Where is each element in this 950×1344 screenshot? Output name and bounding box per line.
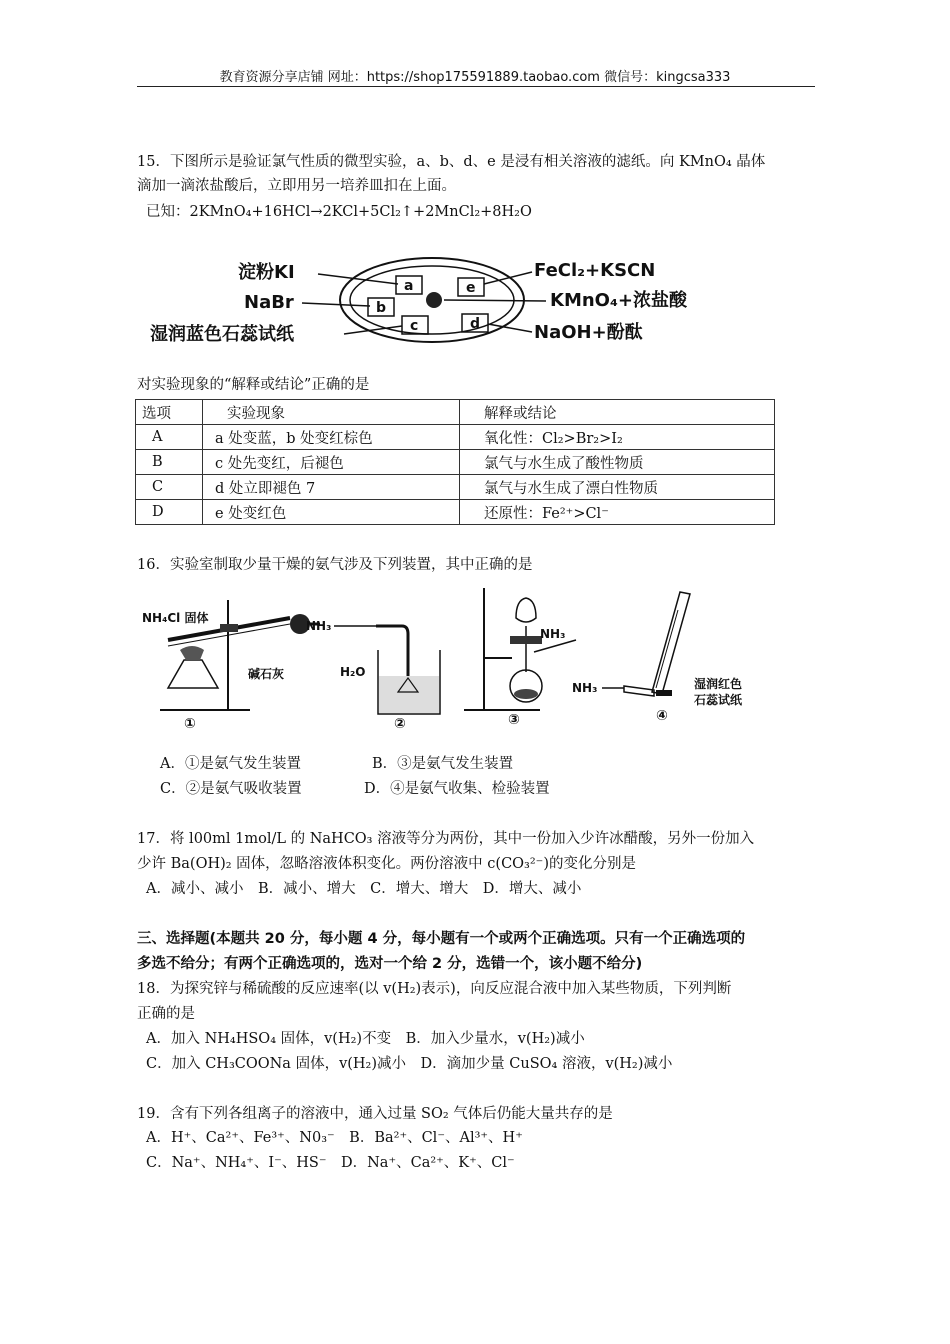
table-cell: 氯气与水生成了酸性物质 <box>460 450 775 475</box>
svg-text:b: b <box>376 300 387 316</box>
q16-option-b: B．③是氨气发生装置 <box>372 756 514 772</box>
label-naoh-phenolphthalein: NaOH+酚酞 <box>534 322 643 343</box>
q15-stem-line2: 滴加一滴浓盐酸后，立即用另一培养皿扣在上面。 <box>137 178 456 194</box>
spot-d <box>462 314 488 332</box>
page-header: 教育资源分享店铺 网址：https://shop175591889.taobao.com 微信号：kingcsa333 <box>219 70 731 85</box>
spot-e <box>458 278 484 296</box>
label-fecl2-kscn: FeCl₂+KSCN <box>534 260 656 281</box>
petri-dish-diagram <box>140 250 700 370</box>
apparatus-1 <box>142 600 320 730</box>
q15-equation: 已知：2KMnO₄+16HCl→2KCl+5Cl₂↑+2MnCl₂+8H₂O <box>146 204 532 220</box>
apparatus-4 <box>572 592 743 724</box>
label-nh3-in-4: NH₃ <box>572 681 598 695</box>
label-nabr: NaBr <box>244 292 294 313</box>
q18-stem-line2: 正确的是 <box>137 1006 195 1022</box>
q17-stem-line1: 17．将 l00ml 1mol/L 的 NaHCO₃ 溶液等分为两份，其中一份加入少许冰醋酸，另外一份加入 <box>137 831 755 847</box>
svg-text:d: d <box>470 316 481 332</box>
table-cell: c 处先变红，后褪色 <box>203 450 460 475</box>
label-water: H₂O <box>340 665 366 679</box>
q16-option-a: A．①是氨气发生装置 <box>160 756 301 772</box>
table-header-cell: 解释或结论 <box>460 400 775 425</box>
table-cell: B <box>136 450 203 475</box>
header-divider <box>137 86 815 87</box>
q19-options-cd: C．Na⁺、NH₄⁺、I⁻、HS⁻ D．Na⁺、Ca²⁺、K⁺、Cl⁻ <box>146 1155 515 1171</box>
spot-c <box>402 316 428 334</box>
apparatus-number-3: ③ <box>508 712 520 728</box>
table-cell: 氯气与水生成了漂白性物质 <box>460 475 775 500</box>
table-cell: 还原性：Fe²⁺>Cl⁻ <box>460 500 775 525</box>
q19-options-ab: A．H⁺、Ca²⁺、Fe³⁺、N0₃⁻ B．Ba²⁺、Cl⁻、Al³⁺、H⁺ <box>146 1130 523 1146</box>
q15-prompt: 对实验现象的“解释或结论”正确的是 <box>137 377 370 393</box>
spot-b <box>368 298 394 316</box>
q16-stem: 16．实验室制取少量干燥的氨气涉及下列装置，其中正确的是 <box>137 557 533 573</box>
q16-option-c: C．②是氨气吸收装置 <box>160 781 302 797</box>
table-row <box>136 425 775 450</box>
table-cell: d 处立即褪色 7 <box>203 475 460 500</box>
table-cell: A <box>136 425 203 450</box>
table-header-cell: 选项 <box>136 400 203 425</box>
q17-options: A．减小、减小 B．减小、增大 C．增大、增大 D．增大、减小 <box>146 881 582 897</box>
table-cell: 氧化性：Cl₂>Br₂>I₂ <box>460 425 775 450</box>
q18-options-ab: A．加入 NH₄HSO₄ 固体，v(H₂)不变 B．加入少量水，v(H₂)减小 <box>146 1031 585 1047</box>
label-soda-lime: 碱石灰 <box>248 667 285 681</box>
apparatus-3 <box>464 588 576 728</box>
section-3-heading-line2: 多选不给分；有两个正确选项的，选对一个给 2 分，选错一个，该小题不给分) <box>137 956 643 972</box>
table-row <box>136 475 775 500</box>
apparatus-number-1: ① <box>184 716 196 730</box>
q18-options-cd: C．加入 CH₃COONa 固体，v(H₂)减小 D．滴加少量 CuSO₄ 溶液，v(H₂)减小 <box>146 1056 673 1072</box>
table-cell: a 处变蓝，b 处变红棕色 <box>203 425 460 450</box>
svg-text:c: c <box>410 318 419 334</box>
label-nh3-out-3: NH₃ <box>540 627 566 641</box>
apparatus-number-2: ② <box>394 716 406 730</box>
kmno4-crystal <box>426 292 442 308</box>
label-nh4cl: NH₄Cl 固体 <box>142 611 209 625</box>
q15-stem-line1: 15．下图所示是验证氯气性质的微型实验，a、b、d、e 是浸有相关溶液的滤纸。向 KMnO₄ 晶体 <box>137 154 766 170</box>
q18-stem-line1: 18．为探究锌与稀硫酸的反应速率(以 v(H₂)表示)，向反应混合液中加入某些物质，下列判断 <box>137 981 732 997</box>
label-kmno4-hcl: KMnO₄+浓盐酸 <box>550 290 687 311</box>
svg-text:e: e <box>466 280 476 296</box>
spot-a <box>396 276 422 294</box>
q15-options-table <box>135 399 775 525</box>
table-cell: e 处变红色 <box>203 500 460 525</box>
apparatus-number-4: ④ <box>656 708 668 724</box>
section-3-heading-line1: 三、选择题(本题共 20 分，每小题 4 分，每小题有一个或两个正确选项。只有一个正确选项的 <box>137 931 746 947</box>
table-header-cell: 实验现象 <box>203 400 460 425</box>
q17-stem-line2: 少许 Ba(OH)₂ 固体，忽略溶液体积变化。两份溶液中 c(CO₃²⁻)的变化分别是 <box>137 856 636 872</box>
svg-text:a: a <box>404 278 414 294</box>
label-starch-ki: 淀粉KI <box>238 262 295 283</box>
label-nh3-in-2: NH₃ <box>306 619 332 633</box>
table-row <box>136 450 775 475</box>
q19-stem: 19．含有下列各组离子的溶液中，通入过量 SO₂ 气体后仍能大量共存的是 <box>137 1106 613 1122</box>
table-header-row <box>136 400 775 425</box>
apparatus-2 <box>306 619 440 730</box>
table-row <box>136 500 775 525</box>
q16-option-d: D．④是氨气收集、检验装置 <box>364 781 550 797</box>
label-red-litmus-2: 石蕊试纸 <box>694 693 743 707</box>
ammonia-apparatus-figure <box>140 580 780 730</box>
table-cell: C <box>136 475 203 500</box>
label-red-litmus-1: 湿润红色 <box>694 677 743 691</box>
label-blue-litmus: 湿润蓝色石蕊试纸 <box>150 324 294 345</box>
table-cell: D <box>136 500 203 525</box>
